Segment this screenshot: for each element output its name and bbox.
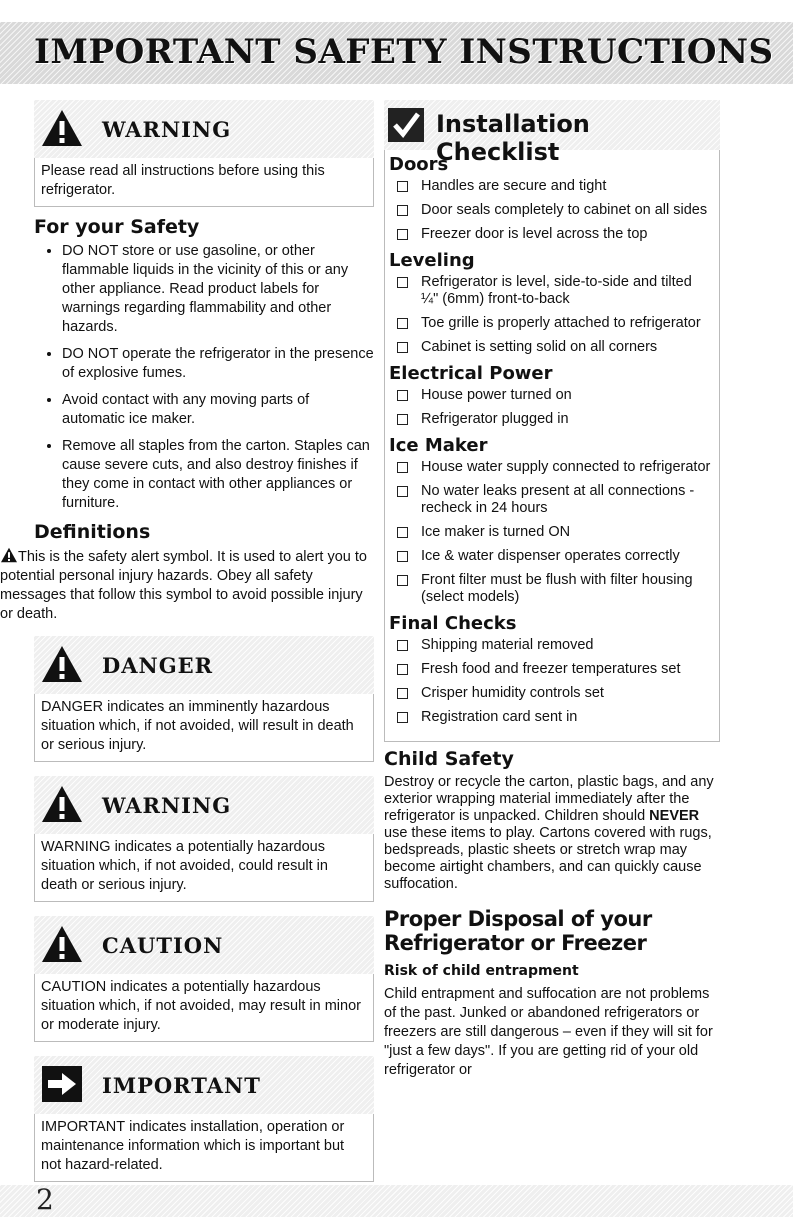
checkmark-icon (388, 108, 424, 142)
checkbox-icon (397, 664, 408, 675)
checkbox-icon (397, 414, 408, 425)
checklist-section-heading: Leveling (389, 250, 475, 271)
danger-triangle-icon (40, 644, 84, 684)
checkbox-icon (397, 551, 408, 562)
checklist-section-list (389, 459, 713, 606)
caution-banner (34, 916, 374, 974)
checklist-item-text: No water leaks present at all connections - recheck in 24 hours (421, 483, 695, 516)
checkbox-icon (397, 318, 408, 329)
checkbox-icon (397, 640, 408, 651)
danger-box (34, 694, 374, 762)
page-number: 2 (36, 1183, 54, 1216)
warning-triangle-icon (40, 108, 84, 148)
checklist-section-heading: Doors (389, 154, 449, 175)
checklist-item-text: Refrigerator plugged in (421, 411, 569, 427)
safety-bullet: • Avoid contact with any moving parts of automatic ice maker. (62, 391, 374, 429)
footer-bar (0, 1185, 793, 1217)
safety-alert-icon (0, 547, 18, 563)
checklist-item (397, 202, 713, 219)
checkbox-icon (397, 205, 408, 216)
checklist-title: Installation Checklist (436, 110, 590, 166)
danger-text: indicates an imminently hazardous situation which, if not avoided, will result in death or serious injury. (41, 699, 354, 753)
checklist-section-list (389, 178, 713, 243)
checklist-item-text: Refrigerator is level, side-to-side and tilted ¼" (6mm) front-to-back (421, 274, 692, 307)
important-banner (34, 1056, 374, 1114)
checklist-item (397, 339, 713, 356)
checklist-item (397, 685, 713, 702)
checkbox-icon (397, 527, 408, 538)
safety-bullet-list (34, 242, 374, 513)
checklist-item-text: Ice maker is turned ON (421, 524, 571, 540)
checklist-item-text: Ice & water dispenser operates correctly (421, 548, 680, 564)
never-emphasis: NEVER (649, 808, 700, 824)
warning-label: WARNING (102, 793, 232, 818)
checklist-item (397, 483, 713, 517)
definitions-paragraph (0, 547, 374, 624)
checklist-item (397, 709, 713, 726)
checklist-section-list (389, 637, 713, 726)
checklist-item (397, 572, 713, 606)
important-box (34, 1114, 374, 1182)
checkbox-icon (397, 462, 408, 473)
caution-triangle-icon (40, 924, 84, 964)
disposal-text: Child entrapment and suffocation are not problems of the past. Junked or abandoned refrigerators or freezers are still dangerous – even if they will sit for "just a few days". If you are getting rid of your old refrigerator or (384, 986, 713, 1078)
checklist-item-text: Crisper humidity controls set (421, 685, 604, 701)
important-label: IMPORTANT (102, 1073, 261, 1098)
checklist-item-text: Door seals completely to cabinet on all sides (421, 202, 708, 218)
checklist-item (397, 459, 713, 476)
checklist-item (397, 315, 713, 332)
warning-box (34, 834, 374, 902)
warning-banner (34, 776, 374, 834)
child-safety-text: use these items to play. Cartons covered with rugs, bedspreads, plastic sheets or stretch wrap may become airtight chambers, and can quickly cause suffocation. (384, 825, 712, 892)
checklist-item-text: Freezer door is level across the top (421, 226, 648, 242)
checkbox-icon (397, 688, 408, 699)
checklist-section-heading: Final Checks (389, 613, 517, 634)
title-banner (0, 22, 793, 84)
checklist-item (397, 387, 713, 404)
checkbox-icon (397, 390, 408, 401)
definitions-heading: Definitions (34, 521, 151, 543)
checklist-item-text: Registration card sent in (421, 709, 578, 725)
warning-label-top: WARNING (102, 117, 232, 142)
definitions-text: This is the safety alert symbol. It is used to alert you to potential personal injury hazards. Obey all safety messages that follow this symbol to avoid possible injury or death. (0, 549, 367, 622)
checklist-item (397, 548, 713, 565)
caution-label: CAUTION (102, 933, 224, 958)
checklist-item-text: Handles are secure and tight (421, 178, 607, 194)
checklist-section-heading: Electrical Power (389, 363, 553, 384)
checklist-item (397, 411, 713, 428)
disposal-heading: Proper Disposal of your Refrigerator or Freezer (384, 907, 652, 955)
danger-lead: DANGER (41, 699, 104, 715)
checkbox-icon (397, 277, 408, 288)
warning-banner-top (34, 100, 374, 158)
child-safety-text: Destroy or recycle the carton, plastic bags, and any exterior wrapping material immediately after the refrigerator is unpacked. Children should (384, 774, 714, 824)
warning-lead: WARNING (41, 839, 111, 855)
danger-banner (34, 636, 374, 694)
checklist-item (397, 274, 713, 308)
child-safety-paragraph (384, 774, 720, 893)
safety-bullet: • DO NOT store or use gasoline, or other flammable liquids in the vicinity of this or any other appliance. Read product labels for warnings regarding flammability and other hazards. (62, 242, 374, 337)
checklist-item-text: Shipping material removed (421, 637, 594, 653)
important-text: indicates installation, operation or maintenance information which is important but not hazard-related. (41, 1119, 345, 1173)
checklist-item (397, 637, 713, 654)
checklist-item-text: Front filter must be flush with filter housing (select models) (421, 572, 693, 605)
checklist-section-heading: Ice Maker (389, 435, 488, 456)
checkbox-icon (397, 229, 408, 240)
checklist-item-text: Fresh food and freezer temperatures set (421, 661, 681, 677)
safety-bullet: • DO NOT operate the refrigerator in the presence of explosive fumes. (62, 345, 374, 383)
left-column (0, 100, 374, 1191)
danger-label: DANGER (102, 653, 214, 678)
for-your-safety-heading: For your Safety (34, 216, 200, 238)
right-column (384, 100, 720, 1088)
checklist-item (397, 661, 713, 678)
checkbox-icon (397, 342, 408, 353)
checkbox-icon (397, 712, 408, 723)
checklist-section-list (389, 274, 713, 356)
checkbox-icon (397, 181, 408, 192)
checklist-item-text: Toe grille is properly attached to refrigerator (421, 315, 701, 331)
checklist-item (397, 226, 713, 243)
checkbox-icon (397, 575, 408, 586)
warning-text-top: Please read all instructions before using this refrigerator. (34, 158, 374, 207)
checklist-item-text: House power turned on (421, 387, 572, 403)
child-safety-heading: Child Safety (384, 748, 514, 770)
checklist-item (397, 524, 713, 541)
risk-heading: Risk of child entrapment (384, 963, 579, 979)
checkbox-icon (397, 486, 408, 497)
caution-box (34, 974, 374, 1042)
checklist-item (397, 178, 713, 195)
important-lead: IMPORTANT (41, 1119, 126, 1135)
checklist-item-text: Cabinet is setting solid on all corners (421, 339, 658, 355)
checklist-body (384, 150, 720, 742)
checklist-item-text: House water supply connected to refrigerator (421, 459, 711, 475)
safety-bullet: • Remove all staples from the carton. Staples can cause severe cuts, and also destroy finishes if they come in contact with other appliances or furniture. (62, 437, 374, 513)
checklist-section-list (389, 387, 713, 428)
page-title: IMPORTANT SAFETY INSTRUCTIONS (34, 32, 774, 72)
arrow-right-icon (40, 1064, 84, 1104)
warning-triangle-icon (40, 784, 84, 824)
caution-text: indicates a potentially hazardous situation which, if not avoided, may result in minor or moderate injury. (41, 979, 361, 1033)
caution-lead: CAUTION (41, 979, 107, 995)
warning-text: indicates a potentially hazardous situation which, if not avoided, could result in death or serious injury. (41, 839, 328, 893)
